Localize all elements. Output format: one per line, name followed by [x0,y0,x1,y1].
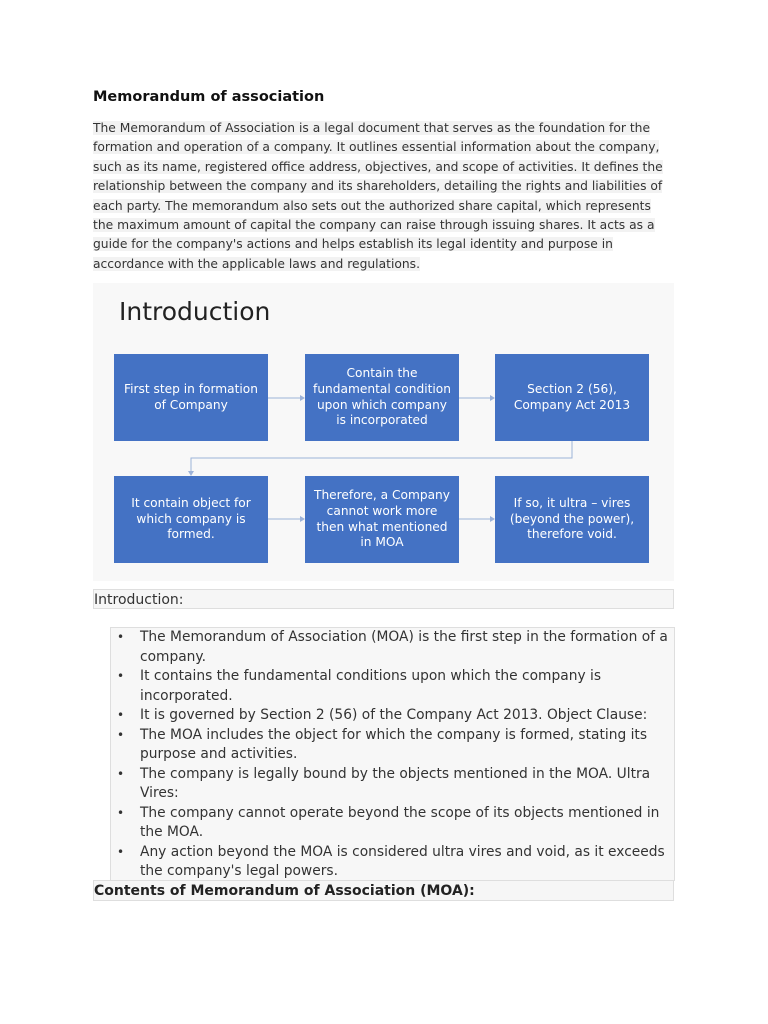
intro-paragraph-text: The Memorandum of Association is a legal document that serves as the foundation for the formation and operation of a company. It outlines essential information about the company, such as its name, registered office address, objectives, and scope of activities. It defines the relationship between the company and its shareholders, detailing the rights and liabilities of each party. The memorandum also sets out the authorized share capital, which represents the maximum amount of capital the company can raise through issuing shares. It acts as a guide for the company's actions and helps establish its legal identity and purpose in accordance with the applicable laws and regulations. [93,121,663,271]
introduction-slide [93,283,674,581]
list-item: • It is governed by Section 2 (56) of the Company Act 2013. Object Clause: [111,706,674,726]
list-item: • The Memorandum of Association (MOA) is the first step in the formation of a company. [111,628,674,667]
arrow-row-connector [191,441,572,473]
flow-box-first-step: First step in formation of Company [114,354,268,441]
slide-title: Introduction [119,297,271,326]
list-item: • It contains the fundamental conditions upon which the company is incorporated. [111,667,674,706]
flow-box-cannot-work-more: Therefore, a Company cannot work more then what mentioned in MOA [305,476,459,563]
list-item: • The company cannot operate beyond the scope of its objects mentioned in the MOA. [111,804,674,843]
list-item: • The company is legally bound by the objects mentioned in the MOA. Ultra Vires: [111,765,674,804]
flow-box-ultra-vires: If so, it ultra – vires (beyond the power), therefore void. [495,476,649,563]
document-title: Memorandum of association [93,89,325,105]
list-item: • The MOA includes the object for which the company is formed, stating its purpose and activities. [111,726,674,765]
contents-heading: Contents of Memorandum of Association (MOA): [93,880,674,901]
introduction-list [111,628,674,882]
intro-paragraph [93,119,671,274]
flow-box-fundamental-condition: Contain the fundamental condition upon which company is incorporated [305,354,459,441]
list-item: • Any action beyond the MOA is considered ultra vires and void, as it exceeds the company's legal powers. [111,843,674,882]
introduction-heading: Introduction: [93,589,674,609]
flow-box-section: Section 2 (56), Company Act 2013 [495,354,649,441]
flow-box-object: It contain object for which company is formed. [114,476,268,563]
introduction-list-container [110,627,675,881]
